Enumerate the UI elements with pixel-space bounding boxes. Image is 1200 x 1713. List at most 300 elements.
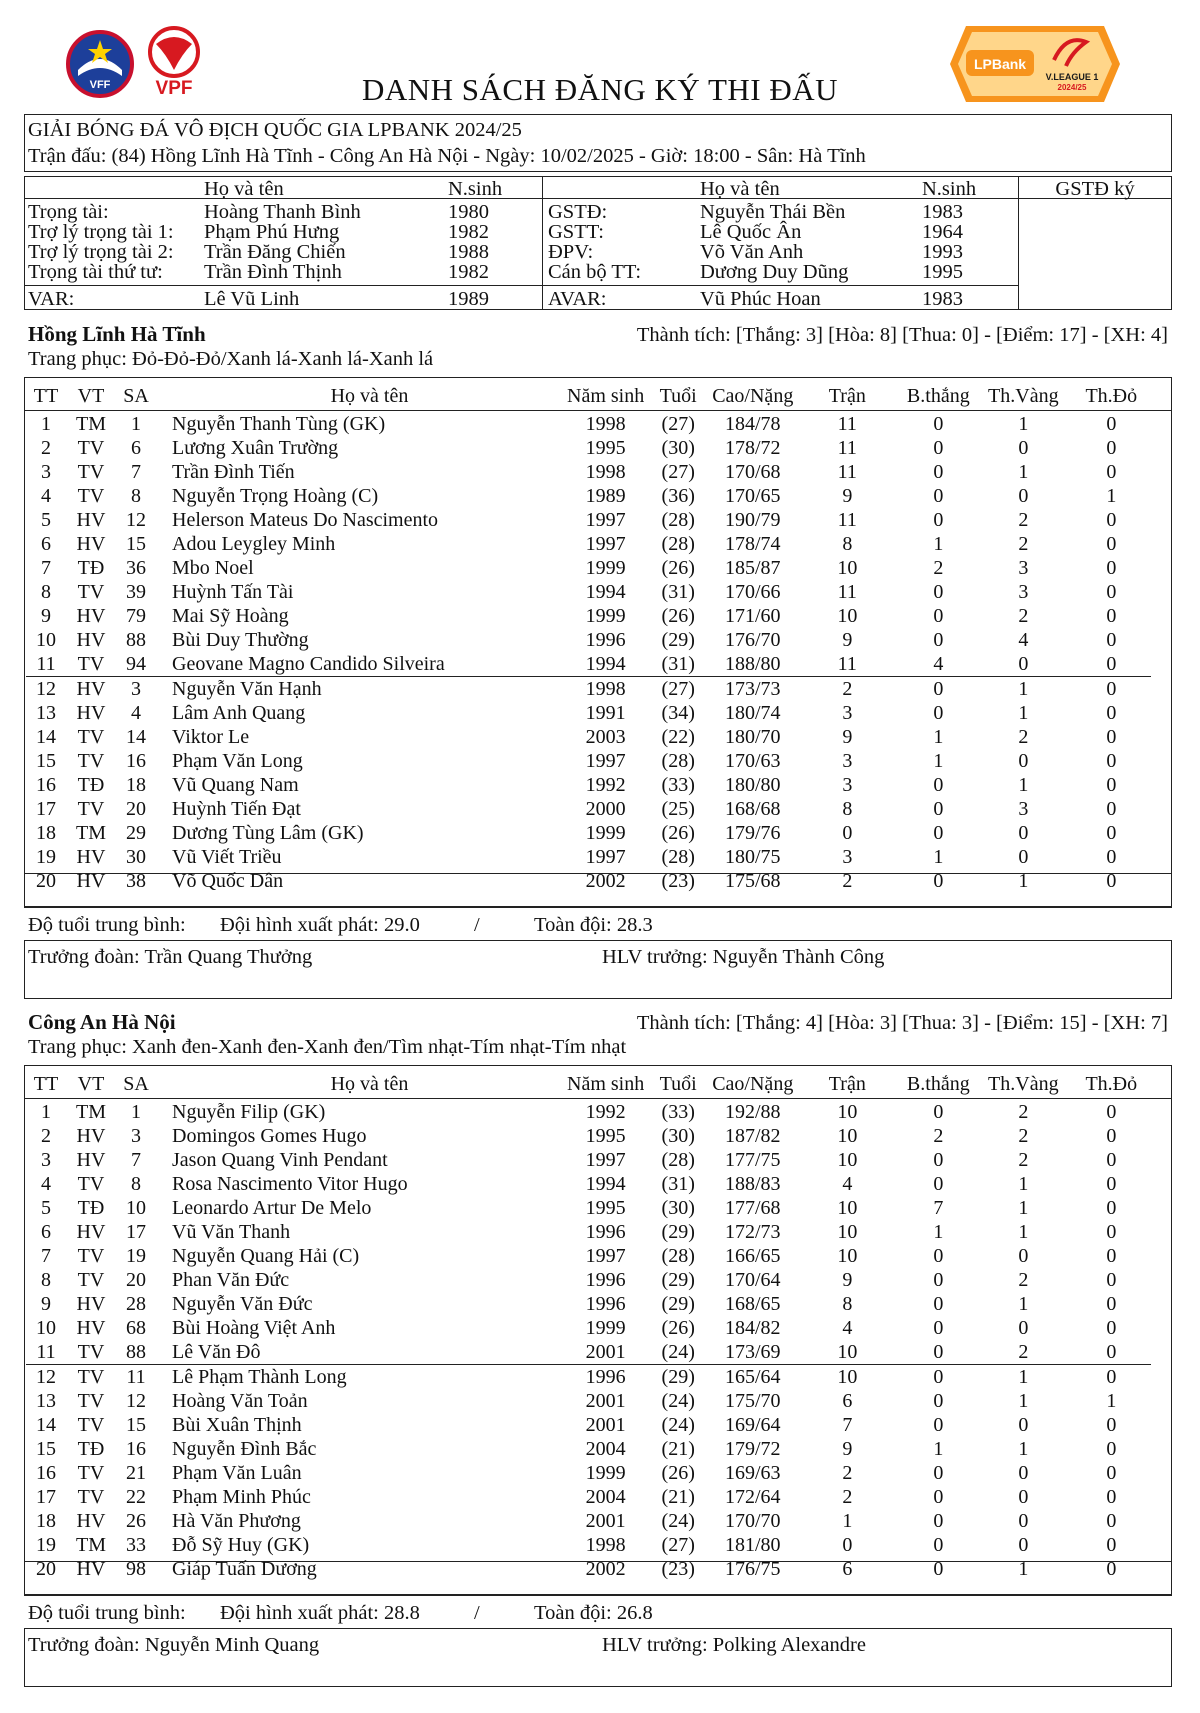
player-yellow-cards: 2 bbox=[1018, 533, 1029, 555]
player-red-cards: 0 bbox=[1106, 870, 1117, 892]
official-year: 1983 bbox=[922, 288, 963, 310]
avg-age-starters: Đội hình xuất phát: 29.0 bbox=[220, 914, 420, 936]
table-row bbox=[26, 1148, 1151, 1172]
player-goals: 0 bbox=[933, 870, 944, 892]
player-birth-year: 2000 bbox=[585, 798, 626, 820]
player-red-cards: 0 bbox=[1106, 1341, 1117, 1363]
player-birth-year: 1991 bbox=[585, 702, 626, 724]
player-yellow-cards: 0 bbox=[1018, 1462, 1029, 1484]
table-row bbox=[26, 869, 1151, 893]
player-shirt-number: 98 bbox=[126, 1558, 146, 1580]
player-number-order: 7 bbox=[41, 1245, 51, 1267]
roster-header-row bbox=[26, 1072, 1151, 1096]
column-header: SA bbox=[123, 1073, 149, 1095]
official-year: 1993 bbox=[922, 241, 963, 263]
player-height-weight: 175/70 bbox=[724, 1390, 781, 1412]
roster-table bbox=[26, 1072, 1151, 1581]
player-age: (25) bbox=[661, 798, 695, 820]
player-number-order: 15 bbox=[36, 1438, 56, 1460]
player-goals: 1 bbox=[933, 750, 944, 772]
table-row bbox=[26, 725, 1151, 749]
official-name: Trần Đăng Chiến bbox=[204, 241, 346, 263]
player-matches: 11 bbox=[837, 413, 857, 435]
player-number-order: 6 bbox=[41, 1221, 51, 1243]
table-row bbox=[26, 1365, 1151, 1390]
player-number-order: 14 bbox=[36, 726, 56, 748]
player-shirt-number: 6 bbox=[131, 437, 141, 459]
player-age: (27) bbox=[661, 461, 695, 483]
official-name: Dương Duy Dũng bbox=[700, 261, 849, 283]
player-name: Hoàng Văn Toản bbox=[172, 1390, 308, 1412]
player-number-order: 13 bbox=[36, 1390, 56, 1412]
player-goals: 1 bbox=[933, 846, 944, 868]
player-goals: 0 bbox=[933, 798, 944, 820]
player-red-cards: 0 bbox=[1106, 629, 1117, 651]
player-yellow-cards: 1 bbox=[1018, 870, 1029, 892]
player-birth-year: 1994 bbox=[585, 581, 626, 603]
player-age: (28) bbox=[661, 1149, 695, 1171]
officials-year-header-right: N.sinh bbox=[922, 178, 977, 200]
player-position: HV bbox=[76, 533, 106, 555]
player-name: Helerson Mateus Do Nascimento bbox=[172, 509, 439, 531]
player-age: (29) bbox=[661, 1293, 695, 1315]
player-name: Võ Quốc Dân bbox=[172, 870, 284, 892]
player-matches: 0 bbox=[842, 1534, 853, 1556]
column-header: TT bbox=[33, 385, 59, 407]
player-goals: 0 bbox=[933, 1101, 944, 1123]
table-row bbox=[26, 1533, 1151, 1557]
player-goals: 0 bbox=[933, 461, 944, 483]
player-matches: 11 bbox=[837, 461, 857, 483]
player-height-weight: 169/64 bbox=[724, 1414, 781, 1436]
player-shirt-number: 7 bbox=[131, 1149, 141, 1171]
official-year: 1980 bbox=[448, 201, 489, 223]
player-name: Trần Đình Tiến bbox=[172, 461, 295, 483]
player-yellow-cards: 1 bbox=[1018, 1293, 1029, 1315]
player-matches: 10 bbox=[837, 1125, 858, 1147]
player-height-weight: 180/80 bbox=[724, 774, 781, 796]
player-matches: 2 bbox=[793, 677, 901, 702]
player-position: HV bbox=[76, 1293, 106, 1315]
official-role: GSTT: bbox=[548, 221, 604, 243]
player-matches: 8 bbox=[842, 1293, 853, 1315]
table-row bbox=[26, 845, 1151, 869]
column-header: Họ và tên bbox=[330, 385, 409, 407]
player-birth-year: 1997 bbox=[585, 509, 626, 531]
player-matches: 7 bbox=[842, 1414, 853, 1436]
player-position: TĐ bbox=[77, 1197, 105, 1219]
table-row bbox=[26, 1485, 1151, 1509]
player-age: (28) bbox=[661, 846, 695, 868]
player-goals: 0 bbox=[901, 1365, 975, 1390]
player-name: Bùi Hoàng Việt Anh bbox=[172, 1317, 336, 1339]
player-red-cards: 0 bbox=[1106, 846, 1117, 868]
player-yellow-cards: 0 bbox=[1018, 437, 1029, 459]
table-row bbox=[26, 1124, 1151, 1148]
official-year: 1964 bbox=[922, 221, 963, 243]
column-header: Cao/Nặng bbox=[712, 1073, 794, 1095]
player-position: HV bbox=[76, 1558, 106, 1580]
player-number-order: 8 bbox=[41, 1269, 51, 1291]
player-name: Giáp Tuấn Dương bbox=[172, 1558, 317, 1580]
player-matches: 10 bbox=[837, 1197, 858, 1219]
player-age: (26) bbox=[661, 1462, 695, 1484]
player-goals: 1 bbox=[933, 1438, 944, 1460]
player-yellow-cards: 0 bbox=[1018, 1486, 1029, 1508]
player-shirt-number: 8 bbox=[131, 485, 141, 507]
player-age: (23) bbox=[661, 1558, 695, 1580]
player-goals: 0 bbox=[933, 605, 944, 627]
player-position: TM bbox=[76, 1534, 106, 1556]
player-name: Đỗ Sỹ Huy (GK) bbox=[172, 1534, 310, 1556]
table-row bbox=[26, 677, 1151, 702]
team-coach: HLV trưởng: Polking Alexandre bbox=[602, 1634, 866, 1656]
table-row bbox=[26, 412, 1151, 436]
player-matches: 2 bbox=[842, 870, 853, 892]
table-row bbox=[26, 1340, 1151, 1365]
official-year: 1989 bbox=[448, 288, 489, 310]
player-name: Nguyễn Thanh Tùng (GK) bbox=[172, 413, 386, 435]
tournament-title: GIẢI BÓNG ĐÁ VÔ ĐỊCH QUỐC GIA LPBANK 2024/25 bbox=[28, 119, 522, 141]
official-year: 1982 bbox=[448, 261, 489, 283]
player-name: Nguyễn Văn Hạnh bbox=[156, 677, 567, 702]
player-height-weight: 170/68 bbox=[724, 461, 781, 483]
player-goals: 0 bbox=[933, 1486, 944, 1508]
player-birth-year: 2002 bbox=[585, 1558, 626, 1580]
player-age: (29) bbox=[644, 1365, 712, 1390]
player-height-weight: 170/70 bbox=[724, 1510, 781, 1532]
player-red-cards: 0 bbox=[1106, 605, 1117, 627]
officials-name-header-right: Họ và tên bbox=[700, 178, 780, 200]
team-name: Hồng Lĩnh Hà Tĩnh bbox=[28, 322, 206, 346]
player-shirt-number: 8 bbox=[131, 1173, 141, 1195]
match-details: Trận đấu: (84) Hồng Lĩnh Hà Tĩnh - Công An Hà Nội - Ngày: 10/02/2025 - Giờ: 18:00 - Sân: Hà Tĩnh bbox=[28, 145, 866, 167]
player-red-cards: 0 bbox=[1106, 822, 1117, 844]
player-number-order: 18 bbox=[36, 822, 56, 844]
player-age: (28) bbox=[661, 1245, 695, 1267]
player-red-cards: 0 bbox=[1106, 1438, 1117, 1460]
player-number-order: 11 bbox=[36, 1341, 56, 1363]
player-shirt-number: 1 bbox=[131, 1101, 141, 1123]
player-yellow-cards: 2 bbox=[1018, 726, 1029, 748]
player-yellow-cards: 1 bbox=[1018, 461, 1029, 483]
player-matches: 2 bbox=[842, 1486, 853, 1508]
player-position: TM bbox=[76, 822, 106, 844]
column-header: VT bbox=[77, 1073, 105, 1095]
player-name: Mai Sỹ Hoàng bbox=[172, 605, 289, 627]
player-name: Bùi Xuân Thịnh bbox=[172, 1414, 302, 1436]
player-age: (23) bbox=[661, 870, 695, 892]
player-position: TV bbox=[77, 581, 105, 603]
column-header: SA bbox=[123, 385, 149, 407]
column-header: Trận bbox=[828, 1073, 866, 1095]
player-number-order: 4 bbox=[41, 485, 51, 507]
player-goals: 0 bbox=[933, 509, 944, 531]
vff-logo bbox=[66, 30, 134, 98]
player-position: HV bbox=[76, 605, 106, 627]
player-birth-year: 2003 bbox=[585, 726, 626, 748]
team-kit: Trang phục: Xanh đen-Xanh đen-Xanh đen/Tìm nhạt-Tím nhạt-Tím nhạt bbox=[28, 1036, 627, 1058]
player-goals: 0 bbox=[933, 1414, 944, 1436]
player-yellow-cards: 1 bbox=[1018, 1438, 1029, 1460]
player-shirt-number: 4 bbox=[131, 702, 141, 724]
player-matches: 3 bbox=[842, 750, 853, 772]
player-matches: 3 bbox=[842, 702, 853, 724]
table-row bbox=[26, 1196, 1151, 1220]
table-row bbox=[26, 1172, 1151, 1196]
player-position: TV bbox=[77, 1269, 105, 1291]
table-row bbox=[26, 628, 1151, 652]
player-yellow-cards: 1 bbox=[1018, 1558, 1029, 1580]
player-name: Vũ Văn Thanh bbox=[172, 1221, 291, 1243]
player-goals: 0 bbox=[901, 677, 975, 702]
player-shirt-number: 88 bbox=[126, 1341, 146, 1363]
player-height-weight: 171/60 bbox=[724, 605, 781, 627]
table-row bbox=[26, 556, 1151, 580]
player-shirt-number: 19 bbox=[126, 1245, 146, 1267]
player-name: Viktor Le bbox=[172, 726, 250, 748]
player-birth-year: 2004 bbox=[585, 1486, 626, 1508]
player-position: HV bbox=[76, 1221, 106, 1243]
column-header: Năm sinh bbox=[567, 1073, 645, 1095]
player-red-cards: 0 bbox=[1106, 461, 1117, 483]
player-red-cards: 0 bbox=[1106, 1317, 1117, 1339]
official-role: GSTĐ: bbox=[548, 201, 608, 223]
player-position: TV bbox=[77, 798, 105, 820]
official-role: Trọng tài: bbox=[28, 201, 109, 223]
table-row bbox=[26, 701, 1151, 725]
player-matches: 1 bbox=[842, 1510, 853, 1532]
player-number-order: 10 bbox=[36, 1317, 56, 1339]
table-row bbox=[26, 1316, 1151, 1340]
avg-age-starters: Đội hình xuất phát: 28.8 bbox=[220, 1602, 420, 1624]
table-row bbox=[26, 1437, 1151, 1461]
player-number-order: 1 bbox=[41, 413, 51, 435]
player-position: HV bbox=[76, 629, 106, 651]
player-birth-year: 1994 bbox=[585, 653, 626, 675]
player-height-weight: 168/68 bbox=[724, 798, 781, 820]
player-height-weight: 172/64 bbox=[724, 1486, 781, 1508]
vpf-logo bbox=[146, 24, 202, 104]
player-height-weight: 176/70 bbox=[724, 629, 781, 651]
player-age: (36) bbox=[661, 485, 695, 507]
official-role: Trọng tài thứ tư: bbox=[28, 261, 163, 283]
player-age: (22) bbox=[661, 726, 695, 748]
player-name: Huỳnh Tiến Đạt bbox=[172, 798, 301, 820]
player-height-weight: 169/63 bbox=[724, 1462, 781, 1484]
player-yellow-cards: 0 bbox=[1018, 822, 1029, 844]
table-row bbox=[26, 1461, 1151, 1485]
official-role: AVAR: bbox=[548, 288, 607, 310]
player-matches: 10 bbox=[837, 1245, 858, 1267]
official-name: Võ Văn Anh bbox=[700, 241, 804, 263]
player-name: Lâm Anh Quang bbox=[172, 702, 306, 724]
player-number-order: 2 bbox=[41, 1125, 51, 1147]
player-yellow-cards: 0 bbox=[1018, 1245, 1029, 1267]
column-header: Họ và tên bbox=[330, 1073, 409, 1095]
player-number-order: 3 bbox=[41, 1149, 51, 1171]
player-position: TV bbox=[77, 726, 105, 748]
player-age: (26) bbox=[661, 1317, 695, 1339]
player-shirt-number: 79 bbox=[126, 605, 146, 627]
player-yellow-cards: 1 bbox=[1018, 774, 1029, 796]
player-height-weight: 170/64 bbox=[724, 1269, 781, 1291]
player-position: HV bbox=[76, 1125, 106, 1147]
player-number-order: 13 bbox=[36, 702, 56, 724]
official-role: VAR: bbox=[28, 288, 75, 310]
player-position: TM bbox=[76, 1101, 106, 1123]
player-position: TV bbox=[77, 1462, 105, 1484]
player-yellow-cards: 1 bbox=[1018, 702, 1029, 724]
player-name: Rosa Nascimento Vitor Hugo bbox=[172, 1173, 408, 1195]
player-red-cards: 0 bbox=[1106, 1149, 1117, 1171]
player-matches: 10 bbox=[837, 1149, 858, 1171]
player-goals: 2 bbox=[933, 557, 944, 579]
player-position: TĐ bbox=[77, 557, 105, 579]
table-row bbox=[26, 1389, 1151, 1413]
player-birth-year: 1999 bbox=[585, 605, 626, 627]
player-height-weight: 170/65 bbox=[724, 485, 781, 507]
player-name: Hà Văn Phương bbox=[172, 1510, 301, 1532]
player-number-order: 9 bbox=[41, 1293, 51, 1315]
player-number-order: 16 bbox=[36, 774, 56, 796]
lpbank-logo-text: LPBank bbox=[973, 56, 1027, 72]
player-goals: 0 bbox=[933, 1293, 944, 1315]
player-goals: 0 bbox=[933, 1462, 944, 1484]
team-manager: Trưởng đoàn: Trần Quang Thưởng bbox=[28, 946, 313, 968]
officials-year-header-left: N.sinh bbox=[448, 178, 503, 200]
table-row bbox=[26, 1413, 1151, 1437]
player-matches: 11 bbox=[837, 509, 857, 531]
player-birth-year: 1996 bbox=[585, 1221, 626, 1243]
season-logo-text: 2024/25 bbox=[1057, 83, 1087, 92]
player-red-cards: 0 bbox=[1106, 702, 1117, 724]
player-goals: 7 bbox=[933, 1197, 944, 1219]
player-yellow-cards: 2 bbox=[1018, 1149, 1029, 1171]
player-goals: 0 bbox=[933, 1269, 944, 1291]
player-goals: 0 bbox=[933, 1390, 944, 1412]
player-position: TV bbox=[77, 1414, 105, 1436]
player-goals: 0 bbox=[933, 1341, 944, 1363]
page-title: DANH SÁCH ĐĂNG KÝ THI ĐẤU bbox=[361, 72, 839, 107]
player-birth-year: 2004 bbox=[585, 1438, 626, 1460]
official-role: Trợ lý trọng tài 1: bbox=[28, 221, 174, 243]
player-number-order: 5 bbox=[41, 509, 51, 531]
player-yellow-cards: 2 bbox=[1018, 509, 1029, 531]
player-goals: 0 bbox=[933, 413, 944, 435]
avg-age-separator: / bbox=[474, 1602, 480, 1624]
player-height-weight: 178/72 bbox=[724, 437, 781, 459]
player-red-cards: 0 bbox=[1106, 1510, 1117, 1532]
player-matches: 6 bbox=[842, 1390, 853, 1412]
player-red-cards: 0 bbox=[1071, 1365, 1151, 1390]
table-row bbox=[26, 797, 1151, 821]
player-goals: 1 bbox=[933, 533, 944, 555]
player-position: HV bbox=[76, 870, 106, 892]
player-birth-year: 2001 bbox=[585, 1510, 626, 1532]
player-age: (34) bbox=[661, 702, 695, 724]
player-yellow-cards: 1 bbox=[1018, 1221, 1029, 1243]
player-goals: 0 bbox=[933, 822, 944, 844]
player-height-weight: 173/69 bbox=[724, 1341, 781, 1363]
player-height-weight: 170/66 bbox=[724, 581, 781, 603]
player-position: HV bbox=[76, 1149, 106, 1171]
player-yellow-cards: 0 bbox=[1018, 846, 1029, 868]
player-name: Lê Phạm Thành Long bbox=[156, 1365, 567, 1390]
player-birth-year: 1996 bbox=[567, 1365, 644, 1390]
player-shirt-number: 38 bbox=[126, 870, 146, 892]
player-position: HV bbox=[66, 677, 116, 702]
player-name: Lương Xuân Trường bbox=[172, 437, 339, 459]
player-name: Nguyễn Văn Đức bbox=[172, 1293, 313, 1315]
player-number-order: 17 bbox=[36, 798, 56, 820]
player-birth-year: 1994 bbox=[585, 1173, 626, 1195]
official-name: Lê Quốc Ân bbox=[700, 221, 802, 243]
player-shirt-number: 10 bbox=[126, 1197, 146, 1219]
player-red-cards: 0 bbox=[1106, 1221, 1117, 1243]
player-height-weight: 179/76 bbox=[724, 822, 781, 844]
player-matches: 9 bbox=[842, 726, 853, 748]
player-name: Phan Văn Đức bbox=[172, 1269, 290, 1291]
player-matches: 11 bbox=[837, 581, 857, 603]
table-row bbox=[26, 652, 1151, 677]
player-age: (26) bbox=[661, 605, 695, 627]
table-row bbox=[26, 508, 1151, 532]
official-name: Nguyễn Thái Bền bbox=[700, 201, 846, 223]
player-height-weight: 184/78 bbox=[724, 413, 781, 435]
player-name: Nguyễn Quang Hải (C) bbox=[172, 1245, 360, 1267]
player-height-weight: 180/70 bbox=[724, 726, 781, 748]
table-row bbox=[26, 1509, 1151, 1533]
official-role: Cán bộ TT: bbox=[548, 261, 642, 283]
player-shirt-number: 20 bbox=[126, 1269, 146, 1291]
player-position: HV bbox=[76, 509, 106, 531]
player-height-weight: 180/74 bbox=[724, 702, 781, 724]
player-red-cards: 0 bbox=[1106, 653, 1117, 675]
player-matches: 6 bbox=[842, 1558, 853, 1580]
player-age: (26) bbox=[661, 557, 695, 579]
player-birth-year: 1998 bbox=[567, 677, 644, 702]
official-role: Trợ lý trọng tài 2: bbox=[28, 241, 174, 263]
player-birth-year: 1997 bbox=[585, 1245, 626, 1267]
player-yellow-cards: 3 bbox=[1018, 798, 1029, 820]
player-age: (27) bbox=[661, 1534, 695, 1556]
player-position: HV bbox=[76, 1317, 106, 1339]
player-shirt-number: 11 bbox=[116, 1365, 156, 1390]
player-shirt-number: 7 bbox=[131, 461, 141, 483]
player-shirt-number: 33 bbox=[126, 1534, 146, 1556]
player-birth-year: 1997 bbox=[585, 750, 626, 772]
player-goals: 0 bbox=[933, 702, 944, 724]
player-name: Leonardo Artur De Melo bbox=[172, 1197, 372, 1219]
supervisor-sign-header: GSTĐ ký bbox=[1055, 178, 1135, 200]
player-red-cards: 1 bbox=[1106, 485, 1117, 507]
team-manager: Trưởng đoàn: Nguyễn Minh Quang bbox=[28, 1634, 320, 1656]
player-number-order: 10 bbox=[36, 629, 56, 651]
column-header: Năm sinh bbox=[567, 385, 645, 407]
player-yellow-cards: 2 bbox=[1018, 1101, 1029, 1123]
player-shirt-number: 36 bbox=[126, 557, 146, 579]
player-shirt-number: 14 bbox=[126, 726, 146, 748]
column-header: B.thắng bbox=[906, 1073, 970, 1095]
player-birth-year: 1999 bbox=[585, 822, 626, 844]
player-yellow-cards: 1 bbox=[1018, 1173, 1029, 1195]
player-age: (21) bbox=[661, 1438, 695, 1460]
player-birth-year: 1999 bbox=[585, 1317, 626, 1339]
player-height-weight: 176/75 bbox=[724, 1558, 781, 1580]
player-age: (31) bbox=[661, 581, 695, 603]
table-row bbox=[26, 436, 1151, 460]
